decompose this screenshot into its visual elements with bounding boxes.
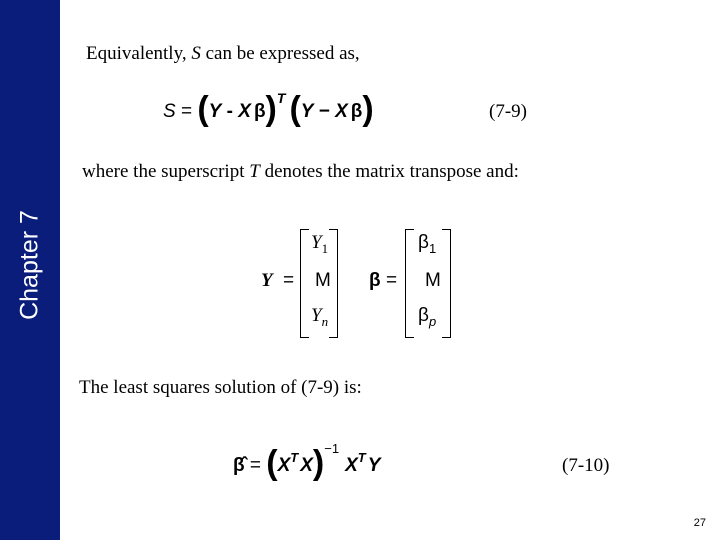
y-vector-label: Y: [261, 270, 273, 291]
eq2-equals: =: [244, 455, 267, 476]
eq1-number: (7-9): [489, 101, 527, 122]
beta-equals: =: [386, 270, 398, 291]
eq1-open-paren-2: (: [289, 90, 301, 128]
intro-var: S: [191, 43, 201, 64]
equation-7-9: [163, 90, 374, 129]
eq1-beta-2: β: [350, 101, 363, 122]
where-pre: where the superscript: [82, 161, 250, 182]
equation-7-10: [233, 441, 380, 483]
beta1-sub: 1: [428, 240, 437, 256]
betap-letter: β: [418, 305, 429, 326]
beta-dots: M: [425, 270, 441, 291]
intro-pre: Equivalently,: [86, 43, 192, 64]
eq2-number: (7-10): [562, 455, 610, 476]
beta-vector-label: β: [369, 270, 381, 291]
eq1-equals: =: [175, 101, 198, 122]
eq2-inverse: −1: [324, 441, 340, 456]
y1-sub: 1: [321, 240, 329, 256]
eq1-close-paren-2: ): [362, 90, 374, 128]
eq2-x-2: X: [300, 455, 313, 476]
intro-post: can be expressed as,: [200, 43, 360, 64]
least-squares-text: The least squares solution of (7-9) is:: [79, 377, 362, 398]
eq2-x: X: [277, 455, 291, 476]
eq1-open-paren: (: [197, 90, 209, 128]
eq1-minus: -: [221, 101, 239, 122]
chapter-label: Chapter 7: [15, 210, 44, 320]
page-number: 27: [693, 517, 706, 529]
beta-1: [418, 232, 436, 256]
eq1-x: X: [238, 101, 251, 122]
beta-left-bracket: [405, 229, 414, 338]
y-left-bracket: [300, 229, 309, 338]
eq1-transpose: T: [276, 90, 286, 106]
yn-sub: n: [321, 313, 329, 329]
eq2-x-3: X: [345, 455, 358, 476]
where-post: denotes the matrix transpose and:: [259, 161, 519, 182]
eq2-y: Y: [367, 455, 381, 476]
eq1-minus-2: −: [313, 101, 336, 122]
y-1: [311, 232, 328, 257]
where-text: [82, 161, 519, 183]
intro-text: [86, 43, 360, 65]
yn-letter: Y: [311, 305, 322, 326]
eq1-close-paren: ): [265, 90, 277, 128]
eq2-t-2: T: [357, 450, 366, 465]
y-equals: =: [283, 270, 295, 291]
eq1-x-2: X: [335, 101, 348, 122]
y1-letter: Y: [311, 232, 322, 253]
eq1-s: S: [163, 101, 176, 122]
y-n: [311, 305, 328, 330]
eq2-open-paren: (: [266, 444, 278, 482]
eq2-beta-hat: β̂: [233, 455, 245, 476]
eq1-beta: β: [253, 101, 266, 122]
beta-right-bracket: [442, 229, 451, 338]
beta1-letter: β: [418, 232, 429, 253]
eq2-close-paren: ): [312, 444, 325, 482]
eq1-y: Y: [208, 101, 222, 122]
y-dots: M: [315, 270, 331, 291]
betap-sub: p: [428, 313, 437, 329]
eq2-t: T: [290, 450, 299, 465]
sidebar-band: [0, 0, 60, 540]
beta-p: [418, 305, 436, 329]
eq1-y-2: Y: [300, 101, 314, 122]
where-var: T: [249, 161, 260, 182]
